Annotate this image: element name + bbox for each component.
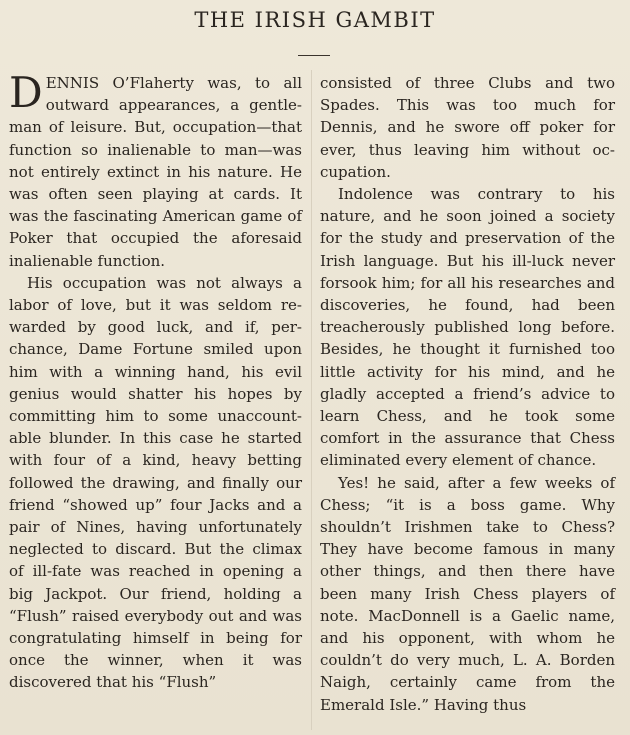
paragraph-3: consisted of three Clubs and two Spades. This was too much for Dennis, and he swore off poker for ever, thus leaving him without occupation.: [320, 74, 615, 181]
page-title: THE IRISH GAMBIT: [194, 8, 436, 32]
paragraph-5: Yes! he said, after a few weeks of Chess; “it is a boss game. Why shouldn’t Irishmen take to Chess? They have become famous in many other things, and then there have been many Irish Chess players of note. MacDonnell is a Gaelic name, and his opponent, with whom he couldn’t do very much, L. A. Borden Naigh, certainly came from the Emerald Isle.” Having thus: [320, 473, 615, 714]
paragraph-1-text: O’Flaherty was, to all outward appearances, a gentleman of leisure. But, occupation—that function so inalienable to man—was not entirely extinct in his nature. He was often seen playing at cards. It was the fascinating American game of Poker that occupied the aforesaid inalienable function.: [9, 74, 302, 270]
left-column: [9, 68, 302, 694]
title-rule: [298, 55, 330, 56]
small-caps-word: ENNIS: [45, 74, 100, 92]
drop-cap: D: [9, 68, 43, 117]
paragraph-4: Indolence was contrary to his nature, and he soon joined a society for the study and preservation of the Irish language. But his ill-luck never forsook him; for all his researches and discoveries, he found, had been treacherously published long before. Besides, he thought it furnished too little activity for his mind, and he gladly accepted a friend’s advice to learn Chess, and he took some comfort in the assurance that Chess eliminated every element of chance.: [320, 185, 615, 470]
right-column: [320, 72, 615, 716]
paragraph-2: His occupation was not always a labor of love, but it was seldom rewarded by good luck, and if, perchance, Dame Fortune smiled upon him with a winning hand, his evil genius would shatter his hopes by committing him to some unaccountable blunder. In this case he started with four of a kind, heavy betting followed the drawing, and finally our friend “showed up” four Jacks and a pair of Nines, having unfortunately neglected to discard. But the climax of ill-fate was reached in opening a big Jackpot. Our friend, holding a “Flush” raised everybody out and was congratulating himself in being for once the winner, when it was discovered that his “Flush”: [9, 273, 302, 692]
paragraph-1: [9, 68, 302, 272]
column-divider: [311, 70, 312, 730]
